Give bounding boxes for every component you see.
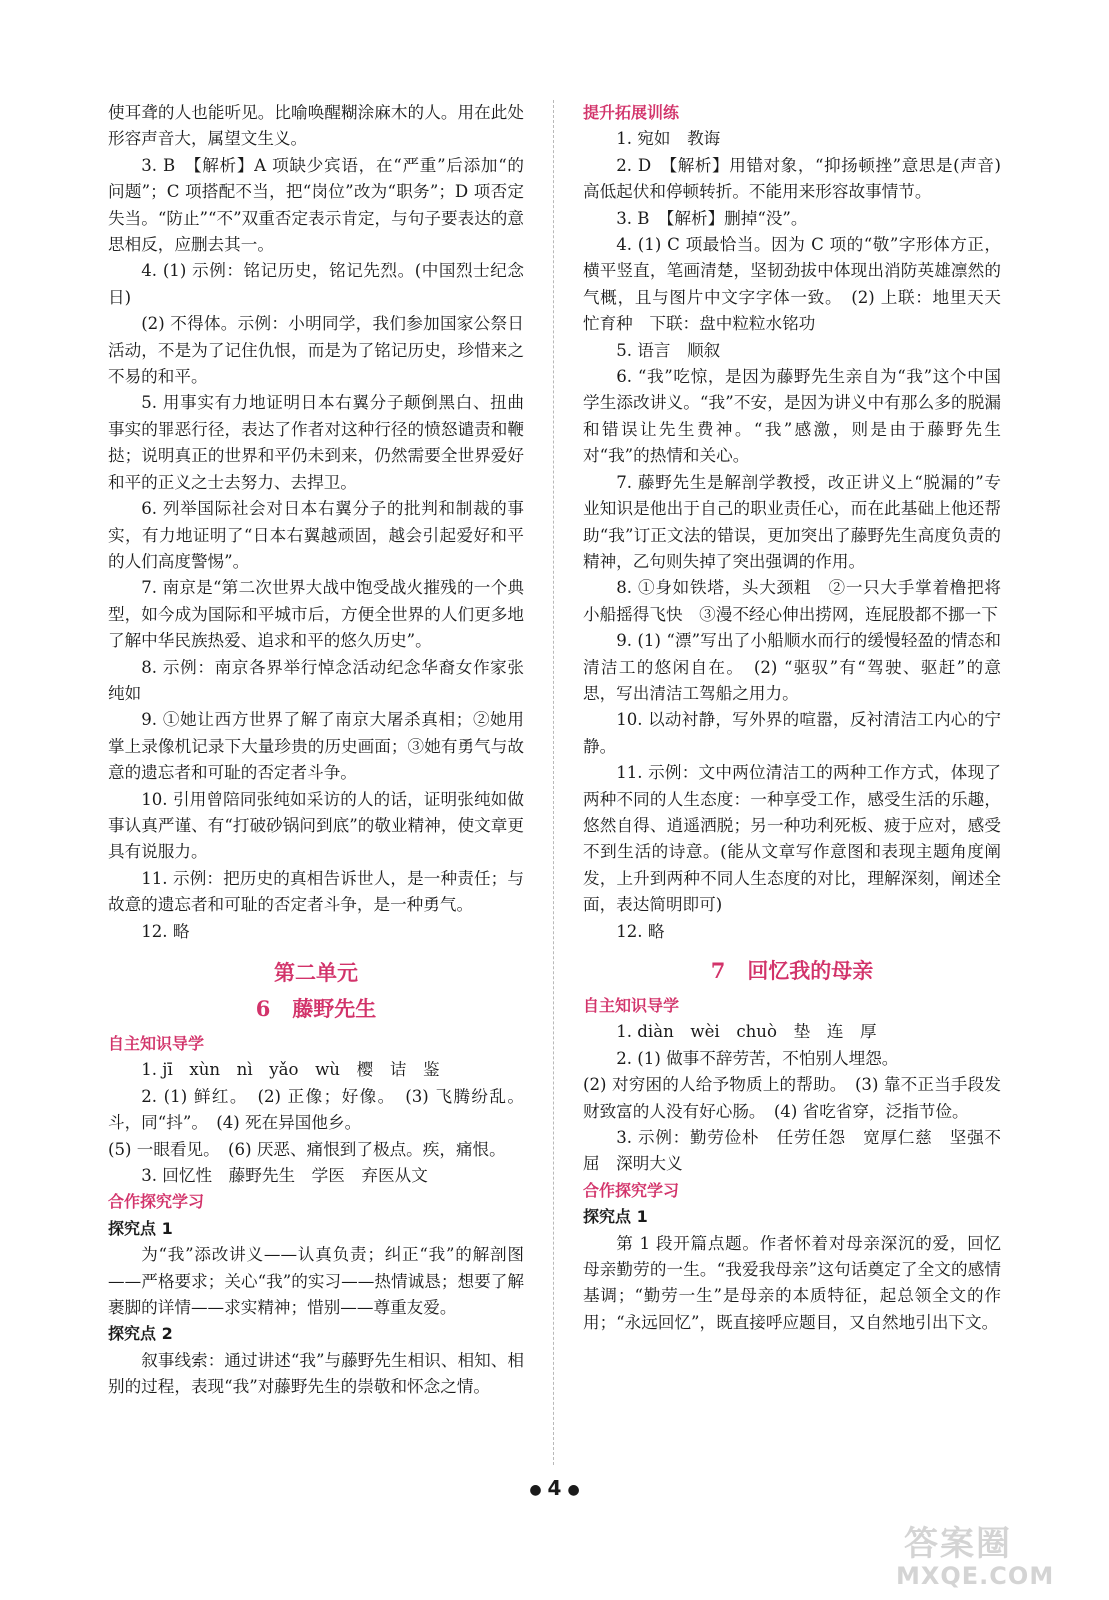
- column-divider: [553, 100, 554, 1465]
- watermark-url: MXQE.COM: [896, 1562, 1055, 1590]
- paragraph: (5) 一眼看见。 (6) 厌恶、痛恨到了极点。疾，痛恨。: [108, 1139, 506, 1159]
- bullet-dot-icon: ●: [529, 1481, 542, 1498]
- lesson-title: 回忆我的母亲: [747, 958, 874, 983]
- paragraph: 8. ①身如铁塔，头大颈粗 ②一只大手掌着橹把将小船摇得飞快 ③漫不经心伸出捞网，连屁股都不挪一下: [583, 578, 1001, 624]
- paragraph: 5. 用事实有力地证明日本右翼分子颠倒黑白、扭曲事实的罪恶行径，表达了作者对这种行径的愤怒谴责和鞭挞；说明真正的世界和平仍未到来，仍然需要全世界爱好和平的正义之士去努力、去捍卫。: [108, 393, 524, 492]
- paragraph: 1. jī xùn nì yǎo wù 樱 诘 鉴: [141, 1060, 440, 1080]
- watermark-logo-text: 答案圈: [904, 1524, 1012, 1564]
- left-column: [108, 100, 524, 1401]
- paragraph: 4. (1) C 项最恰当。因为 C 项的“敬”字形体方正，横平竖直，笔画清楚，坚韧劲拔中体现出消防英雄凛然的气概，且与图片中文字字体一致。 (2) 上联：地里天天忙育种 下联：盘中粒粒水铭功: [583, 235, 1001, 334]
- paragraph: 为“我”添改讲义——认真负责；纠正“我”的解剖图——严格要求；关心“我”的实习——热情诚恳；想要了解裹脚的详情——求实精神；惜别——尊重友爱。: [108, 1245, 524, 1318]
- paragraph: 3. 回忆性 藤野先生 学医 弃医从文: [141, 1166, 428, 1186]
- paragraph: 1. diàn wèi chuò 垫 连 厚: [616, 1022, 877, 1042]
- paragraph: 7. 藤野先生是解剖学教授，改正讲义上“脱漏的”专业知识是他出于自己的职业责任心，而在此基础上他还帮助“我”订正文法的错误，更加突出了藤野先生高度负责的精神，乙句则失掉了突出强调的作用。: [583, 472, 1001, 571]
- paragraph: 3. 示例：勤劳俭朴 任劳任怨 宽厚仁慈 坚强不屈 深明大义: [583, 1128, 1001, 1174]
- paragraph: 3. B 【解析】删掉“没”。: [616, 208, 808, 228]
- unit-title: 第二单元: [274, 960, 358, 985]
- paragraph: 11. 示例：把历史的真相告诉世人，是一种责任；与故意的遗忘者和可耻的否定者斗争，是一种勇气。: [108, 868, 524, 915]
- exploration-point-title: 探究点 1: [583, 1207, 648, 1227]
- paragraph: 12. 略: [616, 921, 665, 941]
- lesson-heading: [108, 993, 524, 1025]
- watermark-logo: [896, 1516, 1092, 1596]
- paragraph: 2. D 【解析】用错对象，“抑扬顿挫”意思是(声音)高低起伏和停顿转折。不能用来形容故事情节。: [583, 155, 1001, 202]
- paragraph: 8. 示例：南京各界举行悼念活动纪念华裔女作家张纯如: [108, 657, 524, 703]
- paragraph: 2. (1) 做事不辞劳苦，不怕别人埋怨。: [616, 1048, 899, 1068]
- paragraph: 1. 宛如 教诲: [616, 129, 721, 149]
- paragraph: 3. B 【解析】A 项缺少宾语，在“严重”后添加“的问题”；C 项搭配不当，把“岗位”改为“职务”；D 项否定失当。“防止”“不”双重否定表示肯定，与句子要表达的意思相反，应删去其一。: [108, 155, 524, 255]
- paragraph: 9. ①她让西方世界了解了南京大屠杀真相；②她用掌上录像机记录下大量珍贵的历史画面；③她有勇气与故意的遗忘者和可耻的否定者斗争。: [108, 710, 524, 783]
- paragraph: 9. (1) “漂”写出了小船顺水而行的缓慢轻盈的情态和清洁工的悠闲自在。 (2) “驱驭”有“驾驶、驱赶”的意思，写出清洁工驾船之用力。: [583, 631, 1001, 703]
- paragraph: 5. 语言 顺叙: [616, 340, 721, 360]
- section-title: 提升拓展训练: [583, 103, 680, 122]
- lesson-number: 7: [710, 958, 726, 983]
- paragraph: 11. 示例：文中两位清洁工的两种工作方式，体现了两种不同的人生态度：一种享受工作，感受生活的乐趣，悠然自得、逍遥洒脱；另一种功利死板、疲于应对，感受不到生活的诗意。(能从文章写作意图和表现主题角度阐发，上升到两种不同人生态度的对比，理解深刻，阐述全面，表达简明即可): [583, 763, 1001, 915]
- page-number: ● 4 ●: [529, 1476, 580, 1500]
- paragraph: 第 1 段开篇点题。作者怀着对母亲深沉的爱，回忆母亲勤劳的一生。“我爱我母亲”这句话奠定了全文的感情基调；“勤劳一生”是母亲的本质特征，起总领全文的作用；“永远回忆”，既直接呼应题目，又自然地引出下文。: [583, 1233, 1001, 1332]
- paragraph: 使耳聋的人也能听见。比喻唤醒糊涂麻木的人。用在此处形容声音大，属望文生义。: [108, 103, 524, 149]
- exploration-point-title: 探究点 2: [108, 1324, 173, 1344]
- paragraph: 10. 引用曾陪同张纯如采访的人的话，证明张纯如做事认真严谨、有“打破砂锅问到底”的敬业精神，使文章更具有说服力。: [108, 789, 524, 862]
- paragraph: 6. 列举国际社会对日本右翼分子的批判和制裁的事实，有力地证明了“日本右翼越顽固，越会引起爱好和平的人们高度警惕”。: [108, 499, 524, 571]
- paragraph: 4. (1) 示例：铭记历史，铭记先烈。(中国烈士纪念日): [108, 261, 524, 307]
- section-title: 自主知识导学: [108, 1034, 205, 1053]
- paragraph: 6. “我”吃惊，是因为藤野先生亲自为“我”这个中国学生添改讲义。“我”不安，是因为讲义中有那么多的脱漏和错误让先生费神。“我”感激，则是由于藤野先生对“我”的热情和关心。: [583, 367, 1001, 466]
- paragraph: 叙事线索：通过讲述“我”与藤野先生相识、相知、相别的过程，表现“我”对藤野先生的崇敬和怀念之情。: [108, 1350, 524, 1397]
- lesson-heading: [583, 955, 1001, 987]
- lesson-title: 藤野先生: [292, 996, 377, 1021]
- section-title: 自主知识导学: [583, 996, 680, 1015]
- paragraph: (2) 对穷困的人给予物质上的帮助。 (3) 靠不正当手段发财致富的人没有好心肠。 (4) 省吃省穿，泛指节俭。: [583, 1075, 1001, 1121]
- bullet-dot-icon: ●: [567, 1481, 580, 1498]
- section-title: 合作探究学习: [108, 1192, 205, 1212]
- paragraph: 2. (1) 鲜红。 (2) 正像；好像。 (3) 飞腾纷乱。斗，同“抖”。 (4) 死在异国他乡。: [108, 1086, 524, 1133]
- section-title: 合作探究学习: [583, 1180, 680, 1200]
- paragraph: 10. 以动衬静，写外界的喧嚣，反衬清洁工内心的宁静。: [583, 710, 1001, 756]
- paragraph: (2) 不得体。示例：小明同学，我们参加国家公祭日活动，不是为了记住仇恨，而是为了铭记历史，珍惜来之不易的和平。: [108, 314, 524, 387]
- lesson-number: 6: [255, 996, 271, 1021]
- paragraph: 7. 南京是“第二次世界大战中饱受战火摧残的一个典型，如今成为国际和平城市后，方便全世界的人们更多地了解中华民族热爱、追求和平的悠久历史”。: [108, 578, 524, 651]
- right-column: [583, 100, 1001, 1336]
- exploration-point-title: 探究点 1: [108, 1218, 173, 1238]
- paragraph: 12. 略: [141, 921, 190, 941]
